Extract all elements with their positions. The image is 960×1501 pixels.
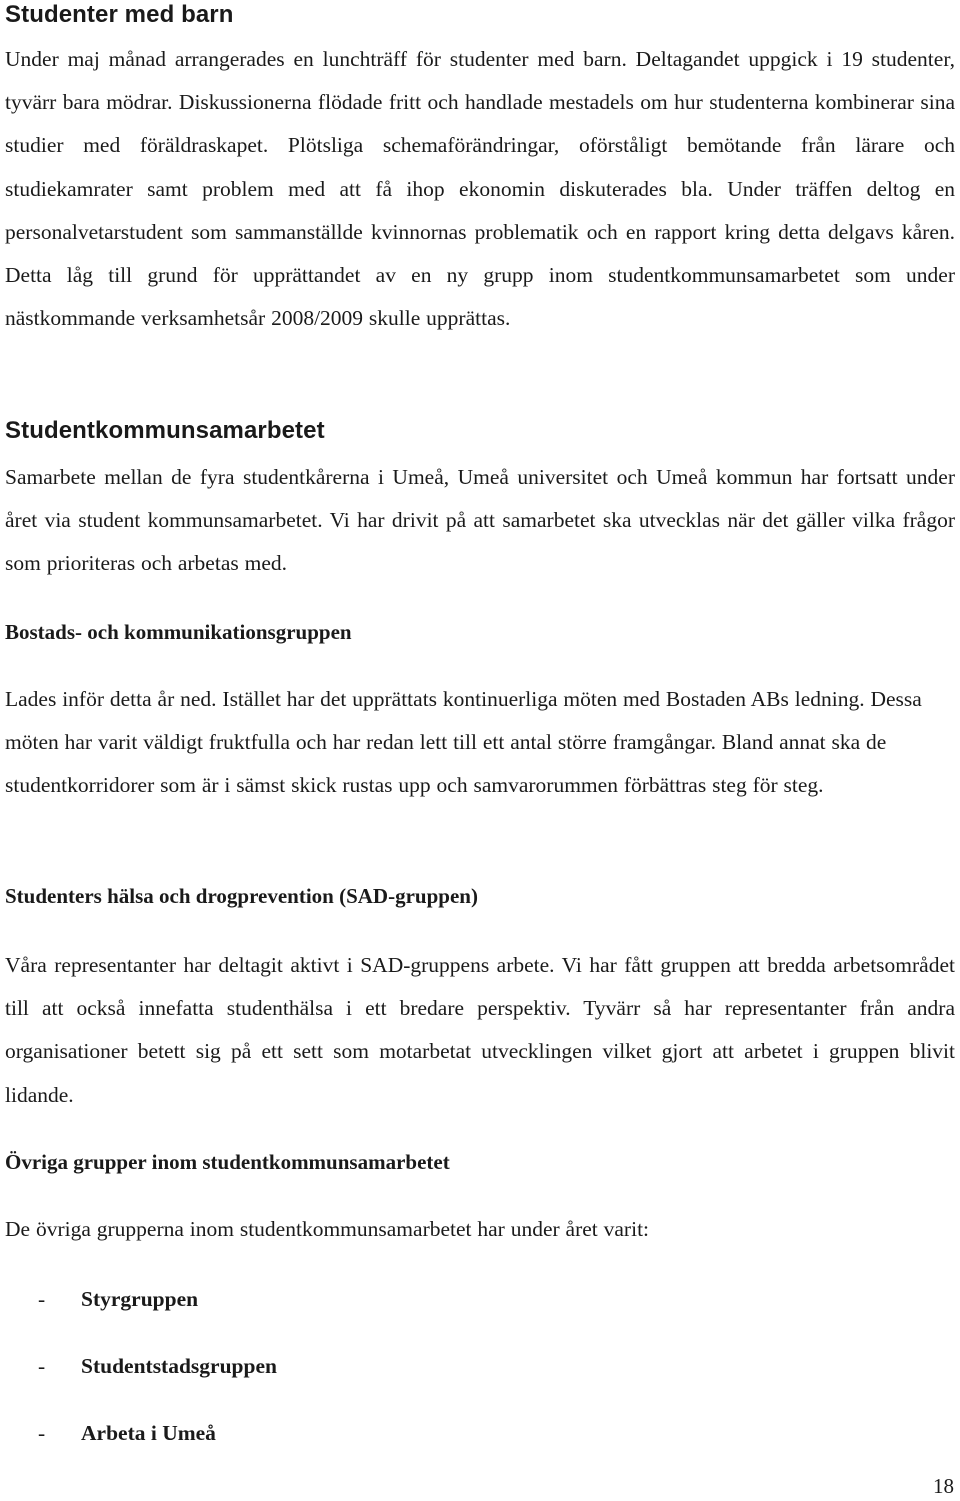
list-item [5,1351,277,1381]
section-body-studenter-med-barn: Under maj månad arrangerades en lunchträff för studenter med barn. Deltagandet uppgick i 19 studenter, tyvärr bara mödrar. Diskussionerna flödade fritt och handlade mestadels om hur studenterna kombinerar sina studier med föräldraskapet. Plötsliga schemaförändringar, oförståligt bemötande från lärare och studiekamrater samt problem med att få ihop ekonomin diskuterades bla. Under träffen deltog en personalvetarstudent som sammanställde kvinnornas problematik och en rapport kring detta delgavs kåren. Detta låg till grund för upprättandet av en ny grupp inom studentkommunsamarbetet som under nästkommande verksamhetsår 2008/2009 skulle upprättas. [5,47,955,331]
list-item-label-arbeta-i-umea: Arbeta i Umeå [81,1421,216,1445]
section-heading-bostads-och-kommunikationsgruppen: Bostads- och kommunikationsgruppen [5,620,352,644]
section-heading-studentkommunsamarbetet: Studentkommunsamarbetet [5,417,325,444]
section-heading-sad-gruppen: Studenters hälsa och drogprevention (SAD-gruppen) [5,884,478,908]
list-item [5,1284,198,1314]
list-bullet-dash: - [38,1421,46,1445]
list-bullet-dash: - [38,1354,46,1378]
page-number: 18 [933,1474,954,1498]
section-heading-ovriga-grupper: Övriga grupper inom studentkommunsamarbetet [5,1150,450,1174]
list-item-label-styrgruppen: Styrgruppen [81,1287,199,1311]
list-bullet-dash: - [38,1287,46,1311]
section-body-sad-gruppen: Våra representanter har deltagit aktivt i SAD-gruppens arbete. Vi har fått gruppen att bredda arbetsområdet till att också innefatta studenthälsa i ett bredare perspektiv. Tyvärr så har representanter från andra organisationer betett sig på ett sett som motarbetat utvecklingen vilket gjort att arbetet i gruppen blivit lidande. [5,953,955,1107]
list-item [5,1418,216,1448]
section-body-bostads-och-kommunikationsgruppen: Lades inför detta år ned. Istället har det upprättats kontinuerliga möten med Bostaden ABs ledning. Dessa möten har varit väldigt fruktfulla och har redan lett till ett antal större framgångar. Bland annat ska de studentkorridorer som är i sämst skick rustas upp och samvarorummen förbättras steg för steg. [5,687,922,798]
section-body-ovriga-grupper: De övriga grupperna inom studentkommunsamarbetet har under året varit: [5,1217,650,1241]
list-item-label-studentstadsgruppen: Studentstadsgruppen [81,1354,277,1378]
section-body-studentkommunsamarbetet: Samarbete mellan de fyra studentkårerna i Umeå, Umeå universitet och Umeå kommun har fortsatt under året via student kommunsamarbetet. Vi har drivit på att samarbetet ska utvecklas när det gäller vilka frågor som prioriteras och arbetas med. [5,465,955,576]
section-heading-studenter-med-barn: Studenter med barn [5,1,234,28]
